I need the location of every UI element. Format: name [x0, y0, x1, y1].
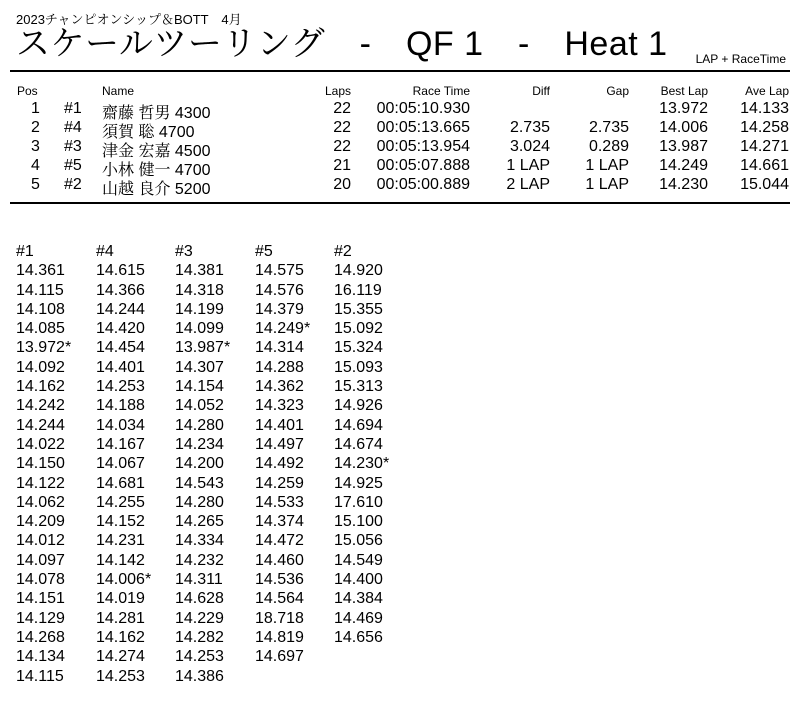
lap-time: 15.355 [334, 300, 383, 318]
lap-column [255, 242, 310, 667]
divider-bottom [10, 202, 790, 204]
lap-column [175, 242, 230, 686]
lap-time: 14.615 [96, 262, 145, 280]
lap-time: 14.280 [175, 493, 224, 511]
result-race-time: 00:05:13.665 [376, 119, 470, 136]
result-name: 小林 健一 4700 [102, 162, 211, 179]
lap-time: 14.259 [255, 474, 304, 492]
lap-time: 14.274 [96, 648, 145, 666]
lap-column-header: #4 [96, 243, 114, 260]
result-pos: 5 [31, 176, 40, 193]
lap-time: 18.718 [255, 609, 304, 627]
lap-time: 14.549 [334, 551, 383, 569]
col-laps: Laps [324, 84, 351, 98]
lap-time: 15.092 [334, 320, 383, 338]
lap-time: 14.492 [255, 455, 304, 473]
lap-time: 14.361 [16, 262, 65, 280]
result-car: #4 [64, 119, 82, 136]
result-name: 山越 良介 5200 [102, 181, 211, 198]
lap-time: 14.151 [16, 590, 65, 608]
col-name: Name [102, 84, 135, 98]
event-subtitle: 2023チャンピオンシップ＆BOTT 4月 [16, 12, 242, 27]
lap-column-header: #5 [255, 243, 273, 260]
col-gap: Gap [606, 84, 629, 98]
lap-time: 14.097 [16, 551, 65, 569]
lap-time: 14.819 [255, 628, 304, 646]
lap-time: 14.280 [175, 416, 224, 434]
result-best-lap: 13.987 [659, 138, 708, 155]
col-pos: Pos [17, 84, 38, 98]
lap-time: 14.386 [175, 667, 224, 685]
lap-column-header: #2 [334, 243, 352, 260]
lap-time: 14.150 [16, 455, 65, 473]
lap-time: 14.420 [96, 320, 145, 338]
result-ave-lap: 14.271 [740, 138, 789, 155]
result-pos: 3 [31, 138, 40, 155]
lap-time: 14.067 [96, 455, 145, 473]
result-laps: 22 [333, 138, 351, 155]
lap-column-header: #1 [16, 243, 34, 260]
page-title: スケールツーリング - QF 1 - Heat 1 [16, 25, 668, 63]
result-laps: 20 [333, 176, 351, 193]
lap-time: 14.244 [96, 300, 145, 318]
lap-time: 14.115 [16, 667, 64, 685]
lap-time: 14.362 [255, 378, 304, 396]
result-ave-lap: 15.044 [740, 176, 789, 193]
lap-time: 14.209 [16, 513, 65, 531]
lap-time: 14.334 [175, 532, 224, 550]
result-gap: 1 LAP [585, 157, 629, 174]
lap-time: 14.129 [16, 609, 65, 627]
lap-time: 14.199 [175, 300, 224, 318]
lap-time: 14.122 [16, 474, 65, 492]
lap-time: 13.972* [16, 339, 72, 357]
result-row [0, 138, 800, 160]
result-diff: 1 LAP [506, 157, 550, 174]
result-ave-lap: 14.661 [740, 157, 789, 174]
lap-time: 15.056 [334, 532, 383, 550]
lap-time: 14.460 [255, 551, 304, 569]
result-diff: 2.735 [509, 119, 550, 136]
result-car: #5 [64, 157, 82, 174]
lap-time: 14.281 [96, 609, 145, 627]
lap-time: 14.379 [255, 300, 304, 318]
col-best-lap: Best Lap [660, 84, 708, 98]
result-diff: 3.024 [509, 138, 550, 155]
lap-time: 14.019 [96, 590, 145, 608]
lap-time: 14.674 [334, 435, 383, 453]
lap-time: 14.188 [96, 397, 145, 415]
lap-time: 14.400 [334, 571, 383, 589]
result-pos: 2 [31, 119, 40, 136]
result-diff: 2 LAP [506, 176, 550, 193]
lap-column [96, 242, 151, 686]
lap-time: 14.681 [96, 474, 145, 492]
result-name: 津金 宏嘉 4500 [102, 143, 211, 160]
lap-time: 14.543 [175, 474, 224, 492]
lap-time: 14.628 [175, 590, 224, 608]
lap-time: 14.085 [16, 320, 65, 338]
lap-time: 14.469 [334, 609, 383, 627]
lap-time: 14.311 [175, 571, 223, 589]
lap-time: 17.610 [334, 493, 383, 511]
lap-time: 14.253 [96, 667, 145, 685]
result-race-time: 00:05:13.954 [376, 138, 470, 155]
lap-column [334, 242, 389, 647]
lap-time: 14.314 [255, 339, 304, 357]
result-race-time: 00:05:00.889 [376, 176, 470, 193]
result-gap: 0.289 [588, 138, 629, 155]
lap-time: 14.134 [16, 648, 65, 666]
lap-time: 14.564 [255, 590, 304, 608]
result-ave-lap: 14.258 [740, 119, 789, 136]
lap-time: 14.249* [255, 320, 311, 338]
lap-time: 14.167 [96, 435, 145, 453]
lap-time: 14.078 [16, 571, 65, 589]
lap-time: 14.154 [175, 378, 224, 396]
lap-time: 14.533 [255, 493, 304, 511]
result-gap: 2.735 [588, 119, 629, 136]
lap-time: 14.926 [334, 397, 383, 415]
lap-time: 14.152 [96, 513, 145, 531]
lap-time: 14.384 [334, 590, 383, 608]
lap-time: 14.697 [255, 648, 304, 666]
result-best-lap: 14.249 [659, 157, 708, 174]
lap-time: 14.694 [334, 416, 383, 434]
lap-time: 14.576 [255, 281, 304, 299]
result-gap: 1 LAP [585, 176, 629, 193]
lap-column-header: #3 [175, 243, 193, 260]
col-ave-lap: Ave Lap [745, 84, 789, 98]
lap-time: 14.288 [255, 358, 304, 376]
lap-time: 14.231 [96, 532, 145, 550]
result-ave-lap: 14.133 [740, 100, 789, 117]
lap-time: 15.324 [334, 339, 383, 357]
lap-time: 14.366 [96, 281, 145, 299]
lap-time: 14.925 [334, 474, 383, 492]
result-row [0, 119, 800, 141]
result-car: #1 [64, 100, 82, 117]
lap-time: 14.265 [175, 513, 224, 531]
lap-time: 14.255 [96, 493, 145, 511]
lap-time: 14.242 [16, 397, 65, 415]
lap-time: 14.034 [96, 416, 145, 434]
lap-time: 14.230* [334, 455, 390, 473]
result-laps: 22 [333, 119, 351, 136]
lap-time: 14.381 [175, 262, 224, 280]
lap-time: 14.092 [16, 358, 65, 376]
lap-time: 14.656 [334, 628, 383, 646]
result-car: #3 [64, 138, 82, 155]
lap-time: 14.401 [96, 358, 145, 376]
result-race-time: 00:05:10.930 [376, 100, 470, 117]
lap-time: 14.318 [175, 281, 224, 299]
result-best-lap: 13.972 [659, 100, 708, 117]
col-diff: Diff [532, 84, 550, 98]
lap-time: 14.022 [16, 435, 65, 453]
col-race-time: Race Time [412, 84, 470, 98]
result-laps: 22 [333, 100, 351, 117]
lap-time: 14.253 [175, 648, 224, 666]
result-best-lap: 14.006 [659, 119, 708, 136]
lap-time: 14.536 [255, 571, 304, 589]
result-pos: 4 [31, 157, 40, 174]
result-name: 齋藤 哲男 4300 [102, 105, 211, 122]
lap-time: 14.108 [16, 300, 65, 318]
lap-time: 14.307 [175, 358, 224, 376]
lap-time: 14.253 [96, 378, 145, 396]
result-car: #2 [64, 176, 82, 193]
result-race-time: 00:05:07.888 [376, 157, 470, 174]
lap-time: 14.282 [175, 628, 224, 646]
lap-time: 14.497 [255, 435, 304, 453]
lap-time: 14.099 [175, 320, 224, 338]
divider-top [10, 70, 790, 72]
lap-time: 14.268 [16, 628, 65, 646]
lap-time: 14.575 [255, 262, 304, 280]
result-row [0, 176, 800, 198]
lap-time: 15.100 [334, 513, 383, 531]
lap-time: 15.313 [334, 378, 383, 396]
result-pos: 1 [31, 100, 40, 117]
lap-time: 14.232 [175, 551, 224, 569]
lap-time: 14.401 [255, 416, 304, 434]
lap-time: 14.200 [175, 455, 224, 473]
lap-time: 14.323 [255, 397, 304, 415]
result-row [0, 100, 800, 122]
result-best-lap: 14.230 [659, 176, 708, 193]
lap-time: 14.454 [96, 339, 145, 357]
lap-time: 14.052 [175, 397, 224, 415]
results-header [0, 84, 800, 98]
lap-time: 14.234 [175, 435, 224, 453]
lap-time: 16.119 [334, 281, 382, 299]
format-label: LAP + RaceTime [695, 52, 786, 66]
lap-time: 14.162 [96, 628, 145, 646]
result-row [0, 157, 800, 179]
lap-time: 14.920 [334, 262, 383, 280]
lap-time: 14.062 [16, 493, 65, 511]
lap-time: 14.142 [96, 551, 145, 569]
lap-time: 14.115 [16, 281, 64, 299]
lap-time: 14.244 [16, 416, 65, 434]
lap-time: 13.987* [175, 339, 231, 357]
lap-time: 14.006* [96, 571, 152, 589]
lap-time: 15.093 [334, 358, 383, 376]
result-laps: 21 [333, 157, 351, 174]
result-name: 須賀 聡 4700 [102, 124, 195, 141]
lap-time: 14.472 [255, 532, 304, 550]
lap-column [16, 242, 71, 686]
lap-time: 14.012 [16, 532, 65, 550]
lap-time: 14.229 [175, 609, 224, 627]
lap-time: 14.374 [255, 513, 304, 531]
lap-time: 14.162 [16, 378, 65, 396]
